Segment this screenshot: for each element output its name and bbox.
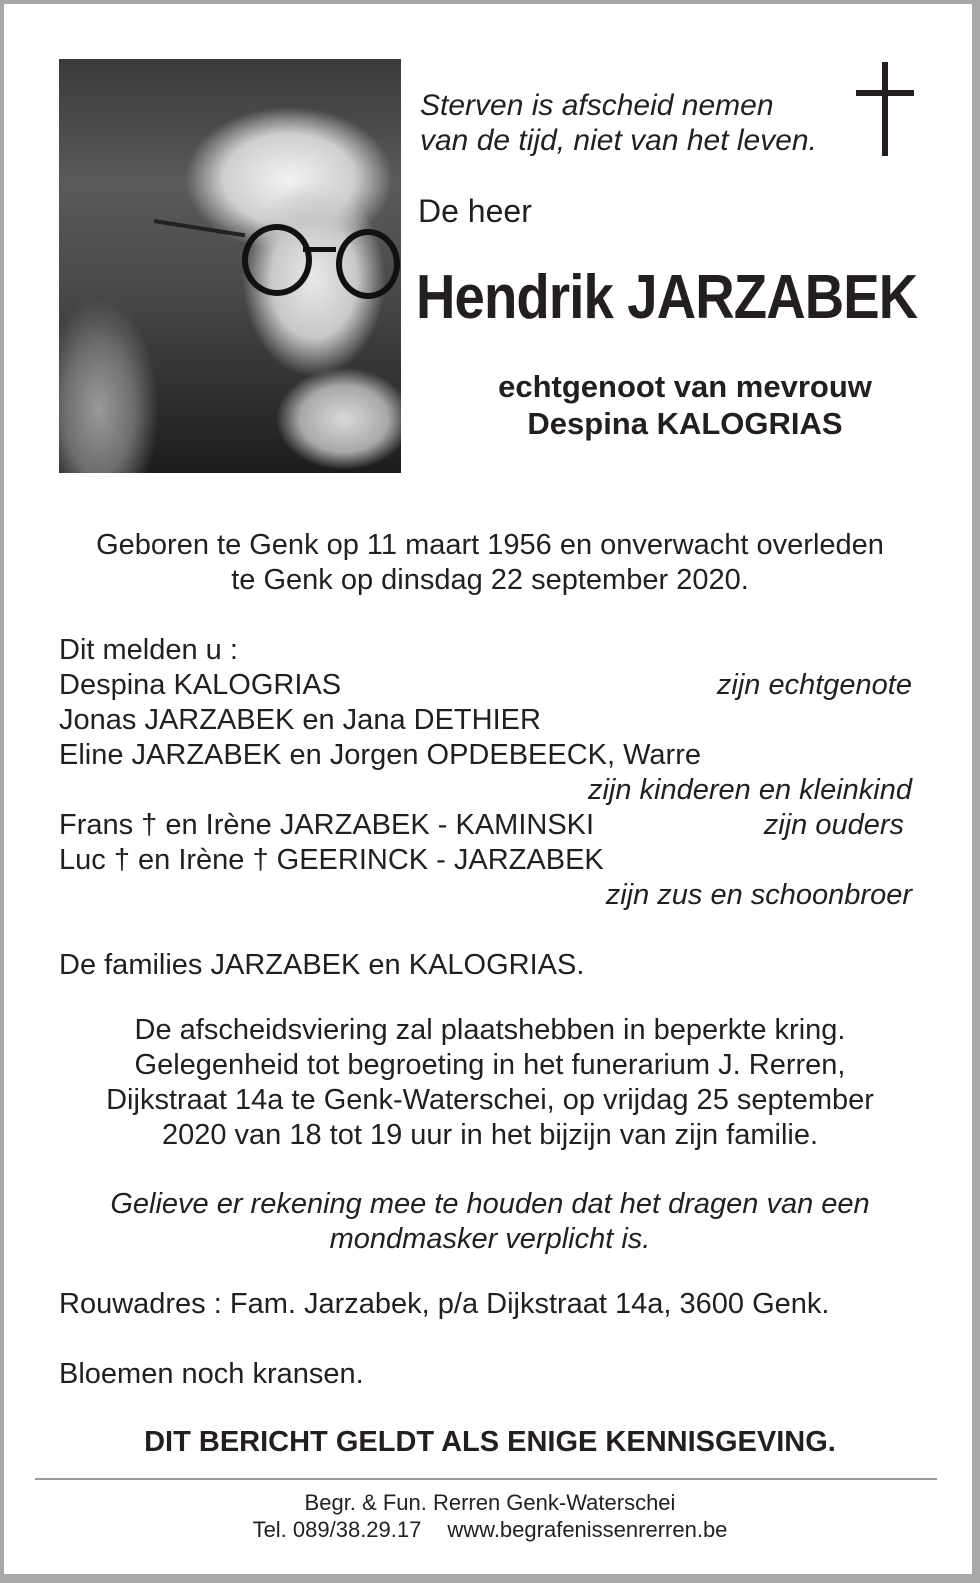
ceremony-info [40,1013,940,1153]
mourning-address: Rouwadres : Fam. Jarzabek, p/a Dijkstraat 14a, 3600 Genk. [59,1288,830,1320]
announcer-relation: zijn zus en schoonbroer [605,879,912,911]
mask-note [40,1187,940,1257]
announcer-relation: zijn ouders [763,809,904,841]
announcer-names: Frans † en Irène JARZABEK - KAMINSKI [59,809,595,841]
portrait-photo [59,59,401,473]
funeral-home-website[interactable]: www.begrafenissenrerren.be [447,1517,728,1542]
ceremony-line: De afscheidsviering zal plaatshebben in beperkte kring. [134,1014,846,1046]
quote-line-1: Sterven is afscheid nemen [420,89,774,122]
spouse-line-2: Despina KALOGRIAS [527,406,843,441]
funeral-home-footer [40,1489,940,1543]
glasses-temple [154,219,245,237]
quote-line-2: van de tijd, niet van het leven. [420,124,817,157]
ceremony-line: Gelegenheid tot begroeting in het funerarium J. Rerren, [134,1049,846,1081]
announcer-names: Eline JARZABEK en Jorgen OPDEBEECK, Warre [59,739,701,771]
mask-note-line-1: Gelieve er rekening mee te houden dat het dragen van een [110,1188,870,1220]
ceremony-line: Dijkstraat 14a te Genk-Waterschei, op vrijdag 25 september [106,1084,874,1116]
footer-divider [35,1478,937,1480]
funeral-home-phone: Tel. 089/38.29.17 [252,1517,422,1542]
glasses-right-lens [336,229,400,299]
families-line: De families JARZABEK en KALOGRIAS. [59,949,585,981]
announcer-names: Despina KALOGRIAS [59,669,342,701]
honorific: De heer [418,193,532,229]
announcer-relation: zijn echtgenote [716,669,912,701]
announcer-names: Jonas JARZABEK en Jana DETHIER [59,704,541,736]
birth-death-line-2: te Genk op dinsdag 22 september 2020. [231,564,749,596]
quote [420,88,817,158]
birth-death-info [40,528,940,598]
flowers-note: Bloemen noch kransen. [59,1358,364,1390]
spouse-info [410,368,960,442]
mask-note-line-2: mondmasker verplicht is. [329,1223,651,1255]
sole-notice: DIT BERICHT GELDT ALS ENIGE KENNISGEVING. [144,1426,836,1458]
announcer-relation: zijn kinderen en kleinkind [587,774,912,806]
ceremony-line: 2020 van 18 tot 19 uur in het bijzijn van zijn familie. [161,1119,819,1151]
funeral-home-name: Begr. & Fun. Rerren Genk-Waterschei [304,1490,676,1515]
announcer-names: Luc † en Irène † GEERINCK - JARZABEK [59,844,604,876]
birth-death-line-1: Geboren te Genk op 11 maart 1956 en onverwacht overleden [96,529,884,561]
deceased-name: Hendrik JARZABEK [416,263,918,332]
announcers-intro: Dit melden u : [59,634,238,666]
glasses-left-lens [242,224,312,296]
cross-icon [856,62,914,156]
spouse-line-1: echtgenoot van mevrouw [498,369,872,404]
glasses-bridge [303,247,336,252]
